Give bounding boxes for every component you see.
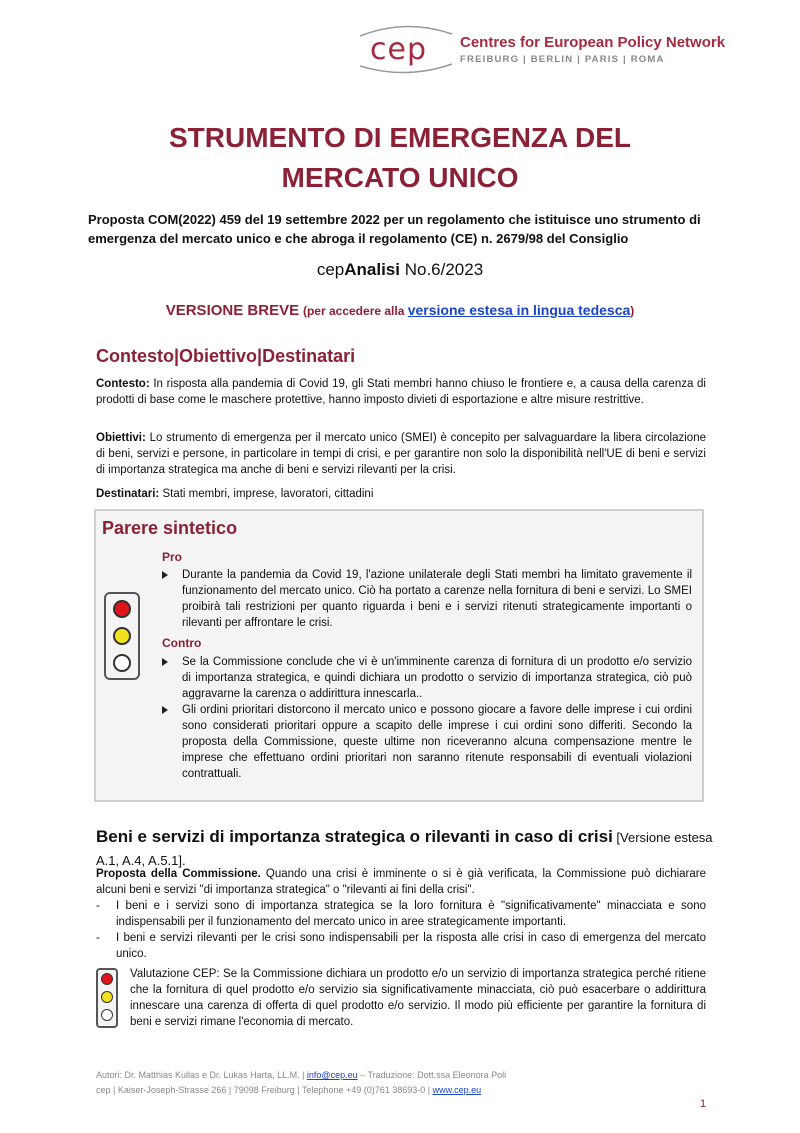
proposal-text: Quando una crisi è imminente o si è già verificata, la Commissione può dichiarare alcuni beni e servizi "di importanza strategica" o "rilevanti ai fini della crisi".	[96, 868, 706, 896]
recipients-label: Destinatari:	[96, 488, 160, 500]
contro-item-text: Se la Commissione conclude che vi è un'imminente carenza di fornitura di un prodotto e/o servizio di importanza strategica, e quindi dichiara un prodotto o servizio di importanza strategica, ciò può aggravarne la carenza o addirittura innescarla..	[182, 656, 692, 700]
analysis-number	[0, 260, 800, 280]
contro-label: Contro	[162, 636, 202, 650]
footer-authors: Autori: Dr. Matthias Kullas e Dr. Lukas Harta, LL.M. |	[96, 1070, 307, 1080]
footer	[96, 1068, 716, 1098]
assessment-label: Valutazione CEP:	[130, 968, 220, 980]
assessment-text: Se la Commissione dichiara un prodotto e/o un servizio di importanza strategica perché ritiene che la fornitura di quel prodotto e/o servizio sia significativamente minacciata, ciò può esacerbare o addirittura innescare una carenza di offerta di quel prodotto e/o servizio. Il modo più efficiente per garantire la fornitura di beni e servizi rimane l'economia di mercato.	[130, 968, 706, 1028]
version-line	[0, 302, 800, 319]
dash-list-item	[96, 898, 706, 930]
dash-item-text: I beni e servizi rilevanti per le crisi sono indispensabili per la risposta alle crisi in caso di emergenza del mercato unico.	[116, 932, 706, 960]
footer-authors-line	[96, 1068, 716, 1083]
document-subtitle: Proposta COM(2022) 459 del 19 settembre 2022 per un regolamento che istituisce uno strumento di emergenza del mercato unico e che abroga il regolamento (CE) n. 2679/98 del Consiglio	[88, 212, 701, 246]
footer-translation: – Traduzione: Dott.ssa Eleonora Poli	[357, 1070, 507, 1080]
section-goods-title: Beni e servizi di importanza strategica o rilevanti in caso di crisi	[96, 827, 613, 846]
pro-item	[162, 567, 692, 631]
objective-label: Obiettivi:	[96, 432, 146, 444]
dash-list-item	[96, 930, 706, 962]
analysis-no: No.6/2023	[404, 260, 484, 279]
contro-item	[162, 654, 692, 702]
dash-bullet-icon: -	[96, 932, 100, 944]
triangle-bullet-icon	[162, 658, 168, 666]
red-lamp-icon	[101, 973, 113, 985]
footer-email-link[interactable]: info@cep.eu	[306, 1070, 358, 1080]
objective-text: Lo strumento di emergenza per il mercato unico (SMEI) è concepito per salvaguardare la libera circolazione di beni, servizi e persone, in particolare in tempi di crisi, e per garantire non solo la disponibilità nell'UE di beni e servizi di importanza strategica ma anche di beni e servizi rilevanti per la crisi.	[96, 432, 706, 476]
contro-item	[162, 702, 692, 782]
version-post-link: )	[630, 304, 635, 318]
org-cities: FREIBURG | BERLIN | PARIS | ROMA	[460, 54, 665, 65]
objective-paragraph	[96, 430, 706, 478]
dash-bullet-icon: -	[96, 900, 100, 912]
yellow-lamp-icon	[113, 627, 131, 645]
section-context-heading: Contesto|Obiettivo|Destinatari	[96, 346, 356, 366]
proposal-label: Proposta della Commissione.	[96, 868, 261, 880]
contro-item-text: Gli ordini prioritari distorcono il mercato unico e possono giocare a favore delle imprese i cui ordini sono considerati prioritari oppure a scapito delle imprese i cui ordini sono differiti. Secondo la proposta della Commissione, queste ultime non riceveranno alcuna compensazione mentre le imprese che effettuano ordini prioritari non saranno ritenute responsabili di eventuali violazioni contrattuali.	[182, 704, 692, 780]
triangle-bullet-icon	[162, 571, 168, 579]
title-line-2: MERCATO UNICO	[281, 162, 519, 193]
page-number: 1	[700, 1098, 707, 1110]
org-name: Centres for European Policy Network	[460, 34, 726, 51]
recipients-text: Stati membri, imprese, lavoratori, cittadini	[159, 488, 374, 500]
extended-version-link[interactable]: versione estesa in lingua tedesca	[407, 302, 631, 318]
assessment-paragraph	[130, 966, 706, 1030]
summary-heading: Parere sintetico	[102, 518, 238, 538]
context-text: In risposta alla pandemia di Covid 19, gli Stati membri hanno chiuso le frontiere e, a causa della carenza di prodotti di base come le maschere protettive, hanno imposto divieti di esportazione e altre misure restrittive.	[96, 378, 706, 406]
footer-address: cep | Kaiser-Joseph-Strasse 266 | 79098 Freiburg | Telephone +49 (0)761 38693-0 |	[96, 1085, 433, 1095]
cep-logo	[356, 24, 736, 74]
traffic-light-small-icon	[96, 968, 118, 1028]
pro-label: Pro	[162, 550, 183, 564]
logo-word: cep	[370, 32, 427, 67]
proposal-paragraph	[96, 866, 706, 898]
traffic-light-icon	[104, 592, 140, 680]
version-pre-link: (per accedere alla	[302, 304, 408, 318]
recipients-paragraph	[96, 486, 706, 502]
off-lamp-icon	[113, 654, 131, 672]
analysis-bold: Analisi	[344, 260, 400, 279]
document-title	[80, 118, 720, 198]
context-paragraph	[96, 376, 706, 408]
footer-address-line	[96, 1083, 716, 1098]
triangle-bullet-icon	[162, 706, 168, 714]
version-label: VERSIONE BREVE	[165, 302, 300, 319]
red-lamp-icon	[113, 600, 131, 618]
footer-website-link[interactable]: www.cep.eu	[432, 1085, 482, 1095]
analysis-prefix: cep	[316, 260, 345, 279]
yellow-lamp-icon	[101, 991, 113, 1003]
title-line-1: STRUMENTO DI EMERGENZA DEL	[168, 122, 631, 153]
context-label: Contesto:	[96, 378, 150, 390]
off-lamp-icon	[101, 1009, 113, 1021]
pro-item-text: Durante la pandemia da Covid 19, l'azione unilaterale degli Stati membri ha limitato gravemente il funzionamento del mercato unico. Ciò ha portato a carenze nella fornitura di beni e servizi. Lo SMEI proibirà tali restrizioni per quanto riguarda i beni e i servizi ritenuti strategicamente importanti o rilevanti per affrontare le crisi.	[182, 569, 692, 629]
section-goods-ref: [Versione estesa A.1, A.4, A.5.1].	[96, 830, 713, 868]
dash-item-text: I beni e i servizi sono di importanza strategica se la loro fornitura è "significativamente" minacciata e sono indispensabili per il funzionamento del mercato unico in aree strategicamente importanti.	[116, 900, 706, 928]
